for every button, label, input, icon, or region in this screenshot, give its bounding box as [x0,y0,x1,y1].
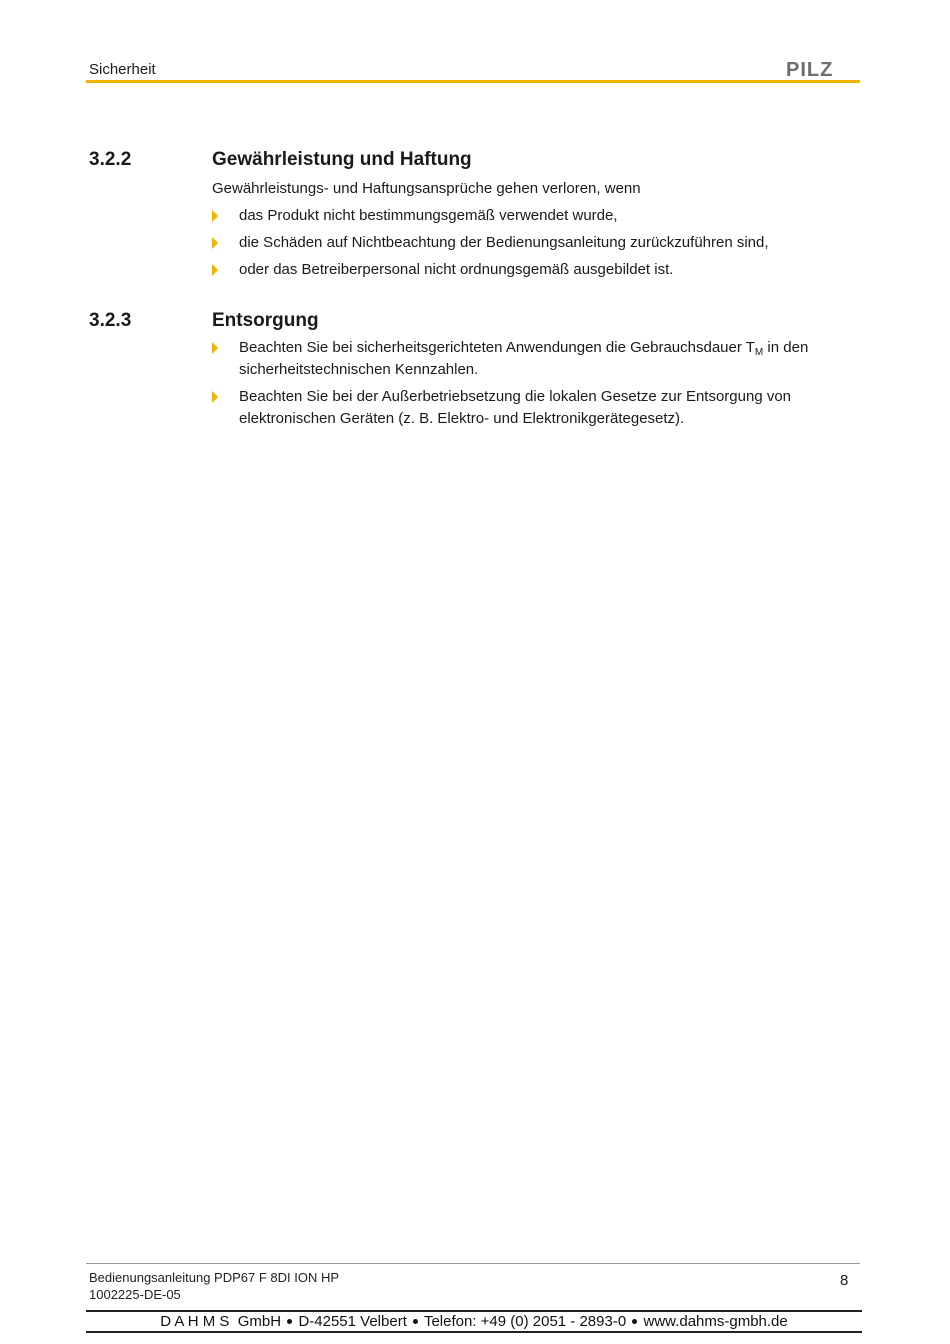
list-item [212,205,852,227]
company-address: D-42551 Velbert [298,1313,407,1330]
footer-doc-title: Bedienungsanleitung PDP67 F 8DI ION HP [89,1270,340,1285]
list-item-text-part: in den sicherheitstechnischen Kennzahlen. [239,339,809,378]
header-section-title: Sicherheit [89,61,156,78]
footer-doc-number: 1002225-DE-05 [89,1287,181,1302]
section-number: 3.2.3 [89,310,132,331]
list-item-text-part: Beachten Sie bei sicherheitsgerichteten Anwendungen die Gebrauchsdauer T [239,339,755,356]
company-website[interactable]: www.dahms-gmbh.de [643,1313,788,1330]
list-item [212,386,852,430]
pilz-logo-text: PILZ [786,59,834,80]
list-item-text: Beachten Sie bei der Außerbetriebsetzung die lokalen Gesetze zur Entsorgung von elektronischen Geräten (z. B. Elektro- und Elektronikgerätegesetz). [239,388,792,427]
subscript: M [754,347,764,358]
page-number: 8 [840,1272,849,1289]
bullet-arrow-icon [212,237,218,249]
pilz-logo [786,58,860,80]
list-item [212,337,852,381]
bullet-arrow-icon [212,264,218,276]
section-intro: Gewährleistungs- und Haftungsansprüche gehen verloren, wenn [212,180,641,197]
footer-rule [86,1263,860,1264]
header-rule [86,80,860,83]
company-name: D A H M S GmbH [160,1313,282,1330]
list-item-text: das Produkt nicht bestimmungsgemäß verwendet wurde, [239,207,618,224]
bullet-arrow-icon [212,210,218,222]
list-item [212,232,852,254]
section-number: 3.2.2 [89,149,132,170]
section-title: Gewährleistung und Haftung [212,149,472,170]
list-item-text: die Schäden auf Nichtbeachtung der Bedienungsanleitung zurückzuführen sind, [239,234,769,251]
section-title: Entsorgung [212,310,319,331]
footer-doc-info [89,1269,339,1303]
list-item-text [239,337,859,381]
list-item-text: oder das Betreiberpersonal nicht ordnungsgemäß ausgebildet ist. [239,261,674,278]
footer-company-rule-top [86,1310,862,1312]
bullet-dot-icon [287,1319,292,1324]
list-item [212,259,852,281]
company-phone: Telefon: +49 (0) 2051 - 2893-0 [423,1313,627,1330]
bullet-dot-icon [413,1319,418,1324]
bullet-arrow-icon [212,342,218,354]
bullet-arrow-icon [212,391,218,403]
footer-company-line [86,1313,862,1330]
footer-company-rule-bottom [86,1331,862,1333]
bullet-dot-icon [632,1319,637,1324]
